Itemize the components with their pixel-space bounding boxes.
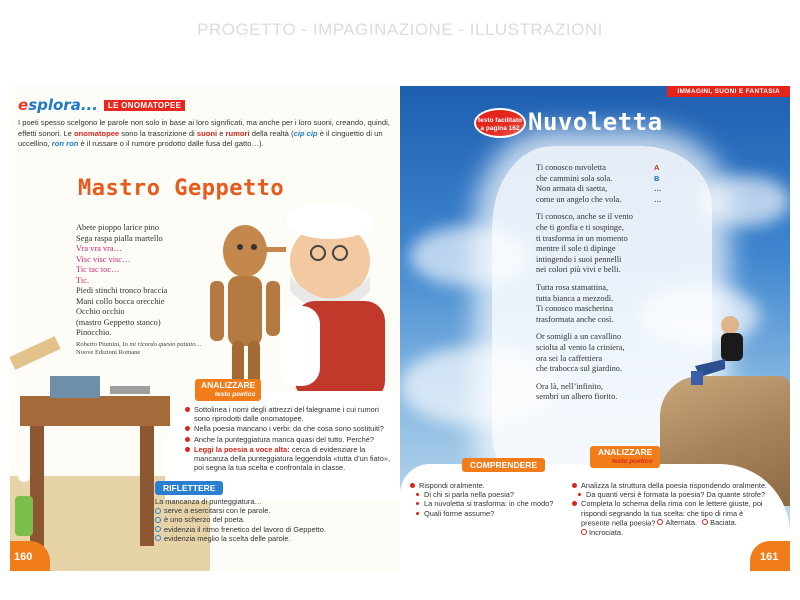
stanza: Ti conosco nuvoletta che cammini sola sola. Non armata di saetta, come un angelo che vola. xyxy=(536,163,622,204)
poem-line: Abete pioppo larice pino xyxy=(76,223,160,232)
comprendere-questions xyxy=(410,481,570,518)
stanza: Or somigli a un cavallino sciolta al vento la criniera, ora sei la caffettiera che trabocca sul giardino. xyxy=(536,332,625,374)
page-number-right: 161 xyxy=(750,541,790,571)
poem-line: (mastro Geppetto stanco) xyxy=(76,317,161,327)
riflettere-option[interactable]: serve a esercitarsi con le parole. xyxy=(155,506,326,515)
question-subitem: La nuvoletta si trasforma: in che modo? xyxy=(410,499,570,508)
radio-circle-icon xyxy=(581,529,587,535)
question-item: Sottolinea i nomi degli attrezzi del falegname i cui rumori sono riprodotti dalle onomatopee. xyxy=(185,405,395,423)
poem-right xyxy=(536,163,633,410)
riflettere-option[interactable]: evidenzia meglio la scelta delle parole. xyxy=(155,534,326,543)
analizzare-badge-left: ANALIZZARE testo poetico xyxy=(195,379,261,401)
sky-cloud xyxy=(700,176,790,226)
stanza: Ti conosco, anche se il vento che ti gonfia e ti sospinge, ti trasforma in un momento mentre il sole ti dipinge intingendo i suoi pennelli nei colori più vivi e belli. xyxy=(536,212,633,275)
poem-line: Pinocchio. xyxy=(76,328,112,337)
analyze-questions-right xyxy=(572,481,772,537)
poem-credit-left: Roberto Piumini, Io mi ricordo questo pattato… Nuove Edizioni Romane xyxy=(76,341,202,356)
banner-title: PROGETTO - IMPAGINAZIONE - ILLUSTRAZIONI xyxy=(197,20,603,39)
choice-baciata[interactable]: Baciata. xyxy=(702,518,737,527)
poem-line: Occhio occhio xyxy=(76,307,125,316)
esplora-label: esplora... xyxy=(18,96,98,114)
radio-circle-icon xyxy=(657,519,663,525)
stanza: Tutta rosa stamattina, tutta bianca a mezzodì. Ti conosco mascherina trasformata anche così. xyxy=(536,282,614,324)
question-item: Rispondi oralmente. xyxy=(410,481,570,490)
sitting-person-photo xyxy=(685,311,765,391)
radio-circle-icon xyxy=(702,519,708,525)
question-item: Analizza la struttura della poesia rispondendo oralmente. xyxy=(572,481,772,490)
left-page xyxy=(10,86,400,571)
riflettere-badge: RIFLETTERE xyxy=(155,481,223,495)
geppetto-illustration xyxy=(180,181,400,401)
comprendere-badge: COMPRENDERE xyxy=(462,458,545,472)
right-page xyxy=(400,86,790,571)
radio-circle-icon xyxy=(155,508,161,514)
rhyme-scheme: A B … … xyxy=(654,163,662,204)
riflettere-options xyxy=(155,497,326,543)
choice-incrociata[interactable]: Incrociata. xyxy=(581,528,623,537)
poem-line-onomatopoeia: Visc visc visc… xyxy=(76,254,131,264)
question-item: Leggi la poesia a voce alta: cerca di evidenziare la mancanza della punteggiatura leggendola «tutta d’un fiato», poi segna la tua scelta e confrontala in classe. xyxy=(185,445,395,473)
poem-title-left: Mastro Geppetto xyxy=(78,176,285,201)
riflettere-intro: La mancanza di punteggiatura… xyxy=(155,497,262,506)
intro-paragraph: I poeti spesso scelgono le parole non solo in base ai loro significati, ma anche per i loro suoni, creando, quindi, effetti sonori. Le onomatopee sono la trascrizione di suoni e rumori della realtà (cip cip è il cinguettio di un uccellino, ron ron è il russare o il rumore prodotto dalle fusa del gatto…). xyxy=(18,118,390,148)
radio-circle-icon xyxy=(155,535,161,541)
poem-line-onomatopoeia: Tic tac toc… xyxy=(76,265,120,274)
choice-alternata[interactable]: Alternata. xyxy=(657,518,697,527)
question-subitem: Da quanti versi è formata la poesia? Da quante strofe? xyxy=(572,490,772,499)
poem-line: Piedi stinchi tronco braccia xyxy=(76,286,168,295)
onomatopee-tag: LE ONOMATOPEE xyxy=(104,100,185,111)
question-item: Nella poesia mancano i verbi: da che cosa sono sostituiti? xyxy=(185,424,395,433)
poem-title-right: Nuvoletta xyxy=(528,108,663,136)
poem-line-onomatopoeia: Vra vra vra… xyxy=(76,244,123,253)
radio-circle-icon xyxy=(155,517,161,523)
poem-line: Sega raspa pialla martello xyxy=(76,233,163,243)
analizzare-badge-right: ANALIZZARE testo poetico xyxy=(590,446,660,468)
page-number-left: 160 xyxy=(10,541,50,571)
riflettere-option[interactable]: è uno scherzo del poeta. xyxy=(155,515,326,524)
riflettere-panel xyxy=(145,481,385,566)
testo-facilitato-badge[interactable]: testo facilitato a pagina 162 xyxy=(474,108,526,138)
question-subitem: Quali forme assume? xyxy=(410,509,570,518)
poem-line: Mani collo bocca orecchie xyxy=(76,296,165,306)
poem-line-onomatopoeia: Tic. xyxy=(76,275,89,285)
analyze-questions-left xyxy=(185,405,395,473)
poem-left xyxy=(76,223,167,339)
stanza: Ora là, nell’infinito, sembri un albero fiorito. xyxy=(536,381,618,402)
section-topbar: IMMAGINI, SUONI E FANTASIA xyxy=(667,86,790,97)
question-item: Completa lo schema della rima con le lettere giuste, poi rispondi segnando la tua scelta: che tipo di rima è presente nella poesia? Alternata. Baciata. Incrociata. xyxy=(572,499,772,537)
esplora-header xyxy=(18,96,185,114)
radio-circle-icon xyxy=(155,526,161,532)
question-subitem: Di chi si parla nella poesia? xyxy=(410,490,570,499)
riflettere-option[interactable]: evidenzia il ritmo frenetico del lavoro di Geppetto. xyxy=(155,525,326,534)
question-item: Anche la punteggiatura manca quasi del tutto. Perché? xyxy=(185,435,395,444)
